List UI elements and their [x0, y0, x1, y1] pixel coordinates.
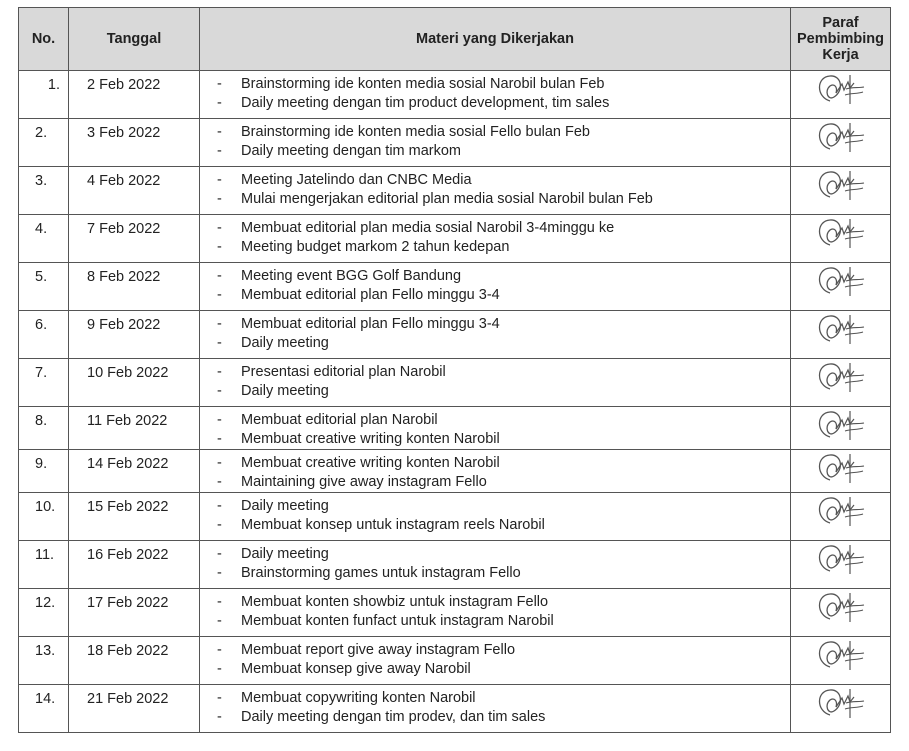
table-row — [19, 450, 891, 493]
bullet-dash: - — [217, 709, 222, 725]
table-row — [19, 541, 891, 589]
bullet-dash: - — [217, 546, 222, 562]
bullet-dash: - — [217, 191, 222, 207]
material-text: Daily meeting — [241, 498, 329, 514]
signature-image — [810, 637, 872, 673]
material-item — [217, 315, 790, 334]
material-item — [217, 497, 790, 516]
material-item — [217, 171, 790, 190]
header-date: Tanggal — [69, 8, 200, 71]
material-text: Presentasi editorial plan Narobil — [241, 364, 446, 380]
table-row — [19, 119, 891, 167]
row-number: 6. — [19, 311, 69, 359]
material-item — [217, 411, 790, 430]
material-text: Daily meeting dengan tim product development, tim sales — [241, 95, 610, 111]
bullet-dash: - — [217, 316, 222, 332]
row-number: 14. — [19, 685, 69, 733]
row-number: 5. — [19, 263, 69, 311]
bullet-dash: - — [217, 95, 222, 111]
material-item — [217, 564, 790, 583]
activity-log-table — [18, 7, 891, 733]
material-text: Membuat konsep untuk instagram reels Narobil — [241, 517, 545, 533]
row-material — [200, 119, 791, 167]
material-item — [217, 334, 790, 353]
bullet-dash: - — [217, 613, 222, 629]
row-number: 13. — [19, 637, 69, 685]
table-row — [19, 637, 891, 685]
header-no: No. — [19, 8, 69, 71]
material-text: Membuat editorial plan Narobil — [241, 412, 438, 428]
row-material — [200, 407, 791, 450]
row-material — [200, 493, 791, 541]
material-text: Brainstorming ide konten media sosial Fello bulan Feb — [241, 124, 590, 140]
row-number: 2. — [19, 119, 69, 167]
row-date: 18 Feb 2022 — [69, 637, 200, 685]
bullet-dash: - — [217, 335, 222, 351]
material-item — [217, 454, 790, 473]
material-text: Membuat report give away instagram Fello — [241, 642, 516, 658]
material-text: Meeting budget markom 2 tahun kedepan — [241, 239, 510, 255]
material-item — [217, 219, 790, 238]
row-number: 3. — [19, 167, 69, 215]
bullet-dash: - — [217, 474, 222, 490]
bullet-dash: - — [217, 239, 222, 255]
supervisor-signature — [791, 263, 891, 311]
material-item — [217, 516, 790, 535]
table-row — [19, 407, 891, 450]
material-text: Meeting event BGG Golf Bandung — [241, 268, 462, 284]
bullet-dash: - — [217, 565, 222, 581]
signature-image — [810, 311, 872, 347]
material-text: Membuat editorial plan Fello minggu 3-4 — [241, 316, 500, 332]
bullet-dash: - — [217, 172, 222, 188]
row-number: 11. — [19, 541, 69, 589]
row-date: 15 Feb 2022 — [69, 493, 200, 541]
signature-image — [810, 407, 872, 443]
material-text: Membuat editorial plan media sosial Narobil 3-4minggu ke — [241, 220, 615, 236]
supervisor-signature — [791, 167, 891, 215]
supervisor-signature — [791, 407, 891, 450]
supervisor-signature — [791, 119, 891, 167]
material-text: Brainstorming games untuk instagram Fello — [241, 565, 521, 581]
material-text: Meeting Jatelindo dan CNBC Media — [241, 172, 472, 188]
material-item — [217, 267, 790, 286]
signature-image — [810, 119, 872, 155]
row-material — [200, 311, 791, 359]
table-row — [19, 589, 891, 637]
supervisor-signature — [791, 589, 891, 637]
row-number: 4. — [19, 215, 69, 263]
row-date: 16 Feb 2022 — [69, 541, 200, 589]
material-text: Membuat konsep give away Narobil — [241, 661, 471, 677]
row-date: 14 Feb 2022 — [69, 450, 200, 493]
material-text: Membuat copywriting konten Narobil — [241, 690, 476, 706]
material-text: Daily meeting — [241, 546, 329, 562]
header-material: Materi yang Dikerjakan — [200, 8, 791, 71]
row-date: 10 Feb 2022 — [69, 359, 200, 407]
material-text: Daily meeting — [241, 335, 329, 351]
row-date: 4 Feb 2022 — [69, 167, 200, 215]
row-material — [200, 685, 791, 733]
bullet-dash: - — [217, 364, 222, 380]
row-number: 9. — [19, 450, 69, 493]
row-number: 8. — [19, 407, 69, 450]
bullet-dash: - — [217, 594, 222, 610]
row-date: 3 Feb 2022 — [69, 119, 200, 167]
material-item — [217, 545, 790, 564]
signature-image — [810, 493, 872, 529]
signature-image — [810, 685, 872, 721]
supervisor-signature — [791, 541, 891, 589]
bullet-dash: - — [217, 287, 222, 303]
supervisor-signature — [791, 637, 891, 685]
bullet-dash: - — [217, 690, 222, 706]
signature-image — [810, 167, 872, 203]
row-date: 9 Feb 2022 — [69, 311, 200, 359]
row-material — [200, 541, 791, 589]
row-date: 2 Feb 2022 — [69, 71, 200, 119]
material-item — [217, 363, 790, 382]
row-material — [200, 359, 791, 407]
supervisor-signature — [791, 311, 891, 359]
material-text: Membuat creative writing konten Narobil — [241, 431, 500, 447]
material-item — [217, 75, 790, 94]
supervisor-signature — [791, 493, 891, 541]
material-text: Membuat editorial plan Fello minggu 3-4 — [241, 287, 500, 303]
bullet-dash: - — [217, 383, 222, 399]
row-material — [200, 450, 791, 493]
row-date: 21 Feb 2022 — [69, 685, 200, 733]
bullet-dash: - — [217, 642, 222, 658]
row-date: 11 Feb 2022 — [69, 407, 200, 450]
table-row — [19, 167, 891, 215]
material-item — [217, 641, 790, 660]
table-row — [19, 215, 891, 263]
material-text: Daily meeting — [241, 383, 329, 399]
table-header-row — [19, 8, 891, 71]
bullet-dash: - — [217, 498, 222, 514]
bullet-dash: - — [217, 268, 222, 284]
signature-image — [810, 71, 872, 107]
bullet-dash: - — [217, 431, 222, 447]
material-item — [217, 473, 790, 492]
signature-image — [810, 263, 872, 299]
bullet-dash: - — [217, 455, 222, 471]
supervisor-signature — [791, 215, 891, 263]
table-row — [19, 71, 891, 119]
material-text: Daily meeting dengan tim markom — [241, 143, 462, 159]
material-text: Mulai mengerjakan editorial plan media sosial Narobil bulan Feb — [241, 191, 653, 207]
supervisor-signature — [791, 685, 891, 733]
signature-image — [810, 589, 872, 625]
row-material — [200, 71, 791, 119]
material-item — [217, 123, 790, 142]
row-number: 12. — [19, 589, 69, 637]
row-number: 1. — [19, 71, 69, 119]
row-material — [200, 215, 791, 263]
row-material — [200, 263, 791, 311]
table-row — [19, 263, 891, 311]
material-text: Membuat konten funfact untuk instagram Narobil — [241, 613, 554, 629]
bullet-dash: - — [217, 143, 222, 159]
material-text: Membuat konten showbiz untuk instagram Fello — [241, 594, 549, 610]
row-material — [200, 589, 791, 637]
table-row — [19, 311, 891, 359]
header-signature-line2: Pembimbing — [796, 31, 884, 47]
signature-image — [810, 541, 872, 577]
material-text: Maintaining give away instagram Fello — [241, 474, 487, 490]
material-item — [217, 142, 790, 161]
table-row — [19, 493, 891, 541]
material-text: Daily meeting dengan tim prodev, dan tim sales — [241, 709, 546, 725]
material-item — [217, 238, 790, 257]
header-signature-line1: Paraf — [822, 15, 859, 31]
row-number: 10. — [19, 493, 69, 541]
row-date: 17 Feb 2022 — [69, 589, 200, 637]
header-signature — [791, 8, 891, 71]
supervisor-signature — [791, 359, 891, 407]
material-item — [217, 689, 790, 708]
material-text: Brainstorming ide konten media sosial Narobil bulan Feb — [241, 76, 605, 92]
signature-image — [810, 215, 872, 251]
material-item — [217, 708, 790, 727]
bullet-dash: - — [217, 517, 222, 533]
header-signature-line3: Kerja — [822, 47, 859, 63]
signature-image — [810, 359, 872, 395]
material-item — [217, 382, 790, 401]
material-item — [217, 430, 790, 449]
row-number: 7. — [19, 359, 69, 407]
bullet-dash: - — [217, 124, 222, 140]
row-material — [200, 167, 791, 215]
table-row — [19, 359, 891, 407]
bullet-dash: - — [217, 661, 222, 677]
bullet-dash: - — [217, 220, 222, 236]
material-item — [217, 286, 790, 305]
row-material — [200, 637, 791, 685]
material-item — [217, 660, 790, 679]
material-text: Membuat creative writing konten Narobil — [241, 455, 500, 471]
bullet-dash: - — [217, 412, 222, 428]
table-row — [19, 685, 891, 733]
material-item — [217, 94, 790, 113]
material-item — [217, 190, 790, 209]
material-item — [217, 612, 790, 631]
supervisor-signature — [791, 450, 891, 493]
row-date: 8 Feb 2022 — [69, 263, 200, 311]
material-item — [217, 593, 790, 612]
bullet-dash: - — [217, 76, 222, 92]
signature-image — [810, 450, 872, 486]
supervisor-signature — [791, 71, 891, 119]
row-date: 7 Feb 2022 — [69, 215, 200, 263]
